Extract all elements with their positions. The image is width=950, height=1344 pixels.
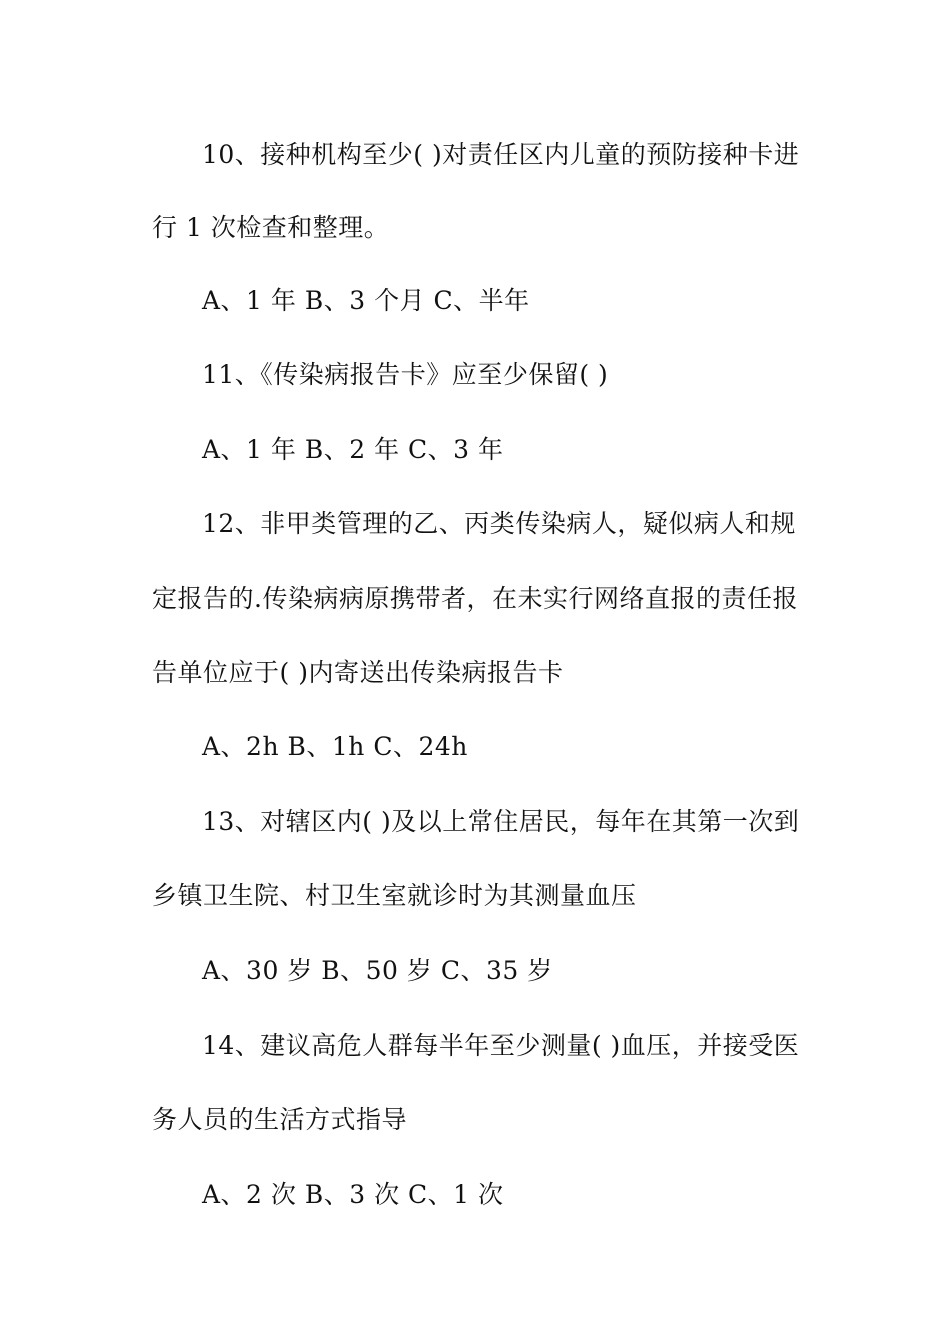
question-13-line-1: 13、对辖区内( )及以上常住居民，每年在其第一次到 xyxy=(202,807,800,836)
question-13-options: A、30 岁 B、50 岁 C、35 岁 xyxy=(202,956,553,985)
question-12-line-3: 告单位应于( )内寄送出传染病报告卡 xyxy=(152,658,564,687)
question-10-line-2: 行 1 次检查和整理。 xyxy=(152,213,390,242)
question-10-options: A、1 年 B、3 个月 C、半年 xyxy=(202,286,530,315)
question-12-line-1: 12、非甲类管理的乙、丙类传染病人，疑似病人和规 xyxy=(202,509,796,538)
question-14-line-1: 14、建议高危人群每半年至少测量( )血压，并接受医 xyxy=(202,1031,800,1060)
question-11-options: A、1 年 B、2 年 C、3 年 xyxy=(202,435,504,464)
question-13-line-2: 乡镇卫生院、村卫生室就诊时为其测量血压 xyxy=(152,881,637,910)
question-11-line-1: 11、《传染病报告卡》应至少保留( ) xyxy=(202,360,609,389)
question-12-line-2: 定报告的.传染病病原携带者，在未实行网络直报的责任报 xyxy=(152,584,798,613)
question-12-options: A、2h B、1h C、24h xyxy=(202,732,468,761)
question-14-line-2: 务人员的生活方式指导 xyxy=(152,1105,408,1134)
question-10-line-1: 10、接种机构至少( )对责任区内儿童的预防接种卡进 xyxy=(202,140,800,169)
question-14-options: A、2 次 B、3 次 C、1 次 xyxy=(202,1180,504,1209)
